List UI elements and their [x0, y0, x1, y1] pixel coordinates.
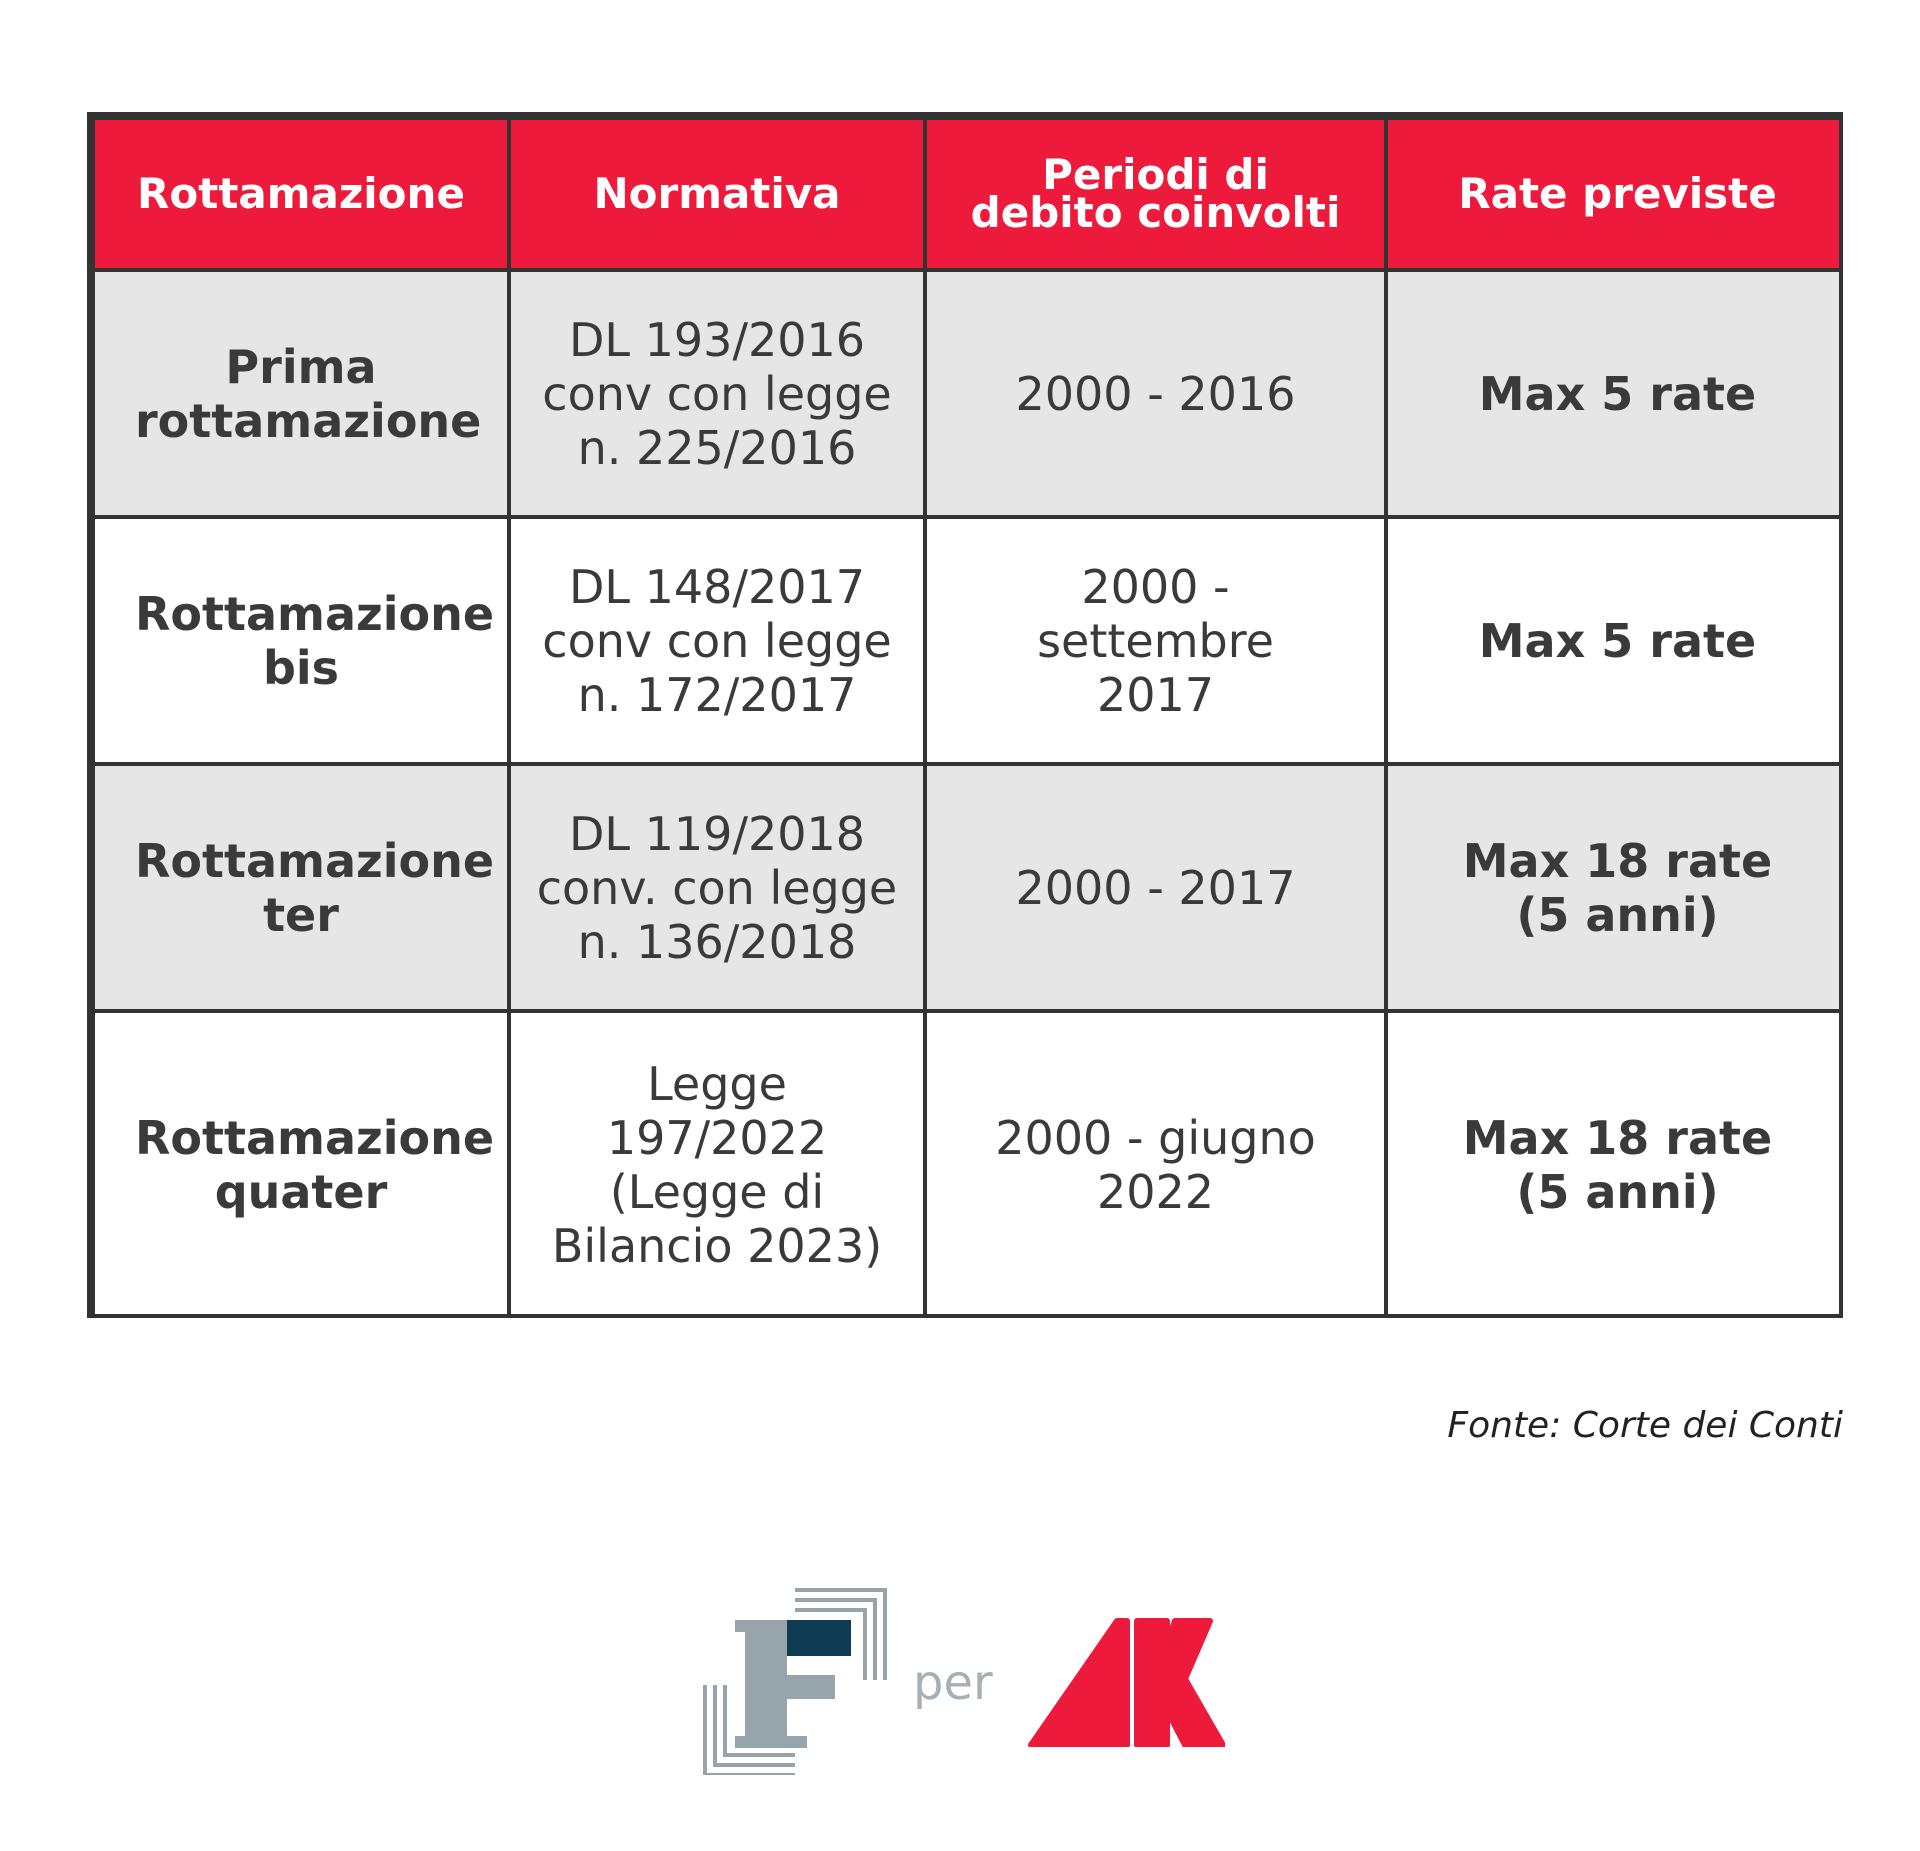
f-logo-icon	[700, 1575, 890, 1775]
cell-normativa: Legge 197/2022 (Legge di Bilancio 2023)	[509, 1011, 925, 1318]
cell-periodi: 2000 - settembre 2017	[925, 517, 1386, 764]
cell-normativa: DL 119/2018 conv. con legge n. 136/2018	[509, 764, 925, 1011]
header-normativa: Normativa	[509, 118, 925, 270]
footer-logos	[700, 1575, 1240, 1775]
source-note: Fonte: Corte dei Conti	[1447, 1405, 1843, 1446]
cell-rottamazione: Prima rottamazione	[93, 270, 509, 517]
table-row	[93, 517, 1843, 764]
table-header-row	[93, 118, 1843, 270]
cell-rate: Max 5 rate	[1386, 517, 1843, 764]
rottamazione-table-container	[87, 112, 1843, 1318]
cell-normativa: DL 148/2017 conv con legge n. 172/2017	[509, 517, 925, 764]
cell-rate: Max 5 rate	[1386, 270, 1843, 517]
ak-logo-icon	[1025, 1617, 1225, 1747]
header-rate: Rate previste	[1386, 118, 1843, 270]
rottamazione-table	[91, 116, 1843, 1318]
cell-normativa: DL 193/2016 conv con legge n. 225/2016	[509, 270, 925, 517]
cell-rottamazione: Rottamazione bis	[93, 517, 509, 764]
cell-rottamazione: Rottamazione quater	[93, 1011, 509, 1318]
cell-periodi: 2000 - 2016	[925, 270, 1386, 517]
table-row	[93, 764, 1843, 1011]
table-row	[93, 1011, 1843, 1318]
cell-rate: Max 18 rate (5 anni)	[1386, 1011, 1843, 1318]
cell-rottamazione: Rottamazione ter	[93, 764, 509, 1011]
logo-connector: per	[913, 1655, 993, 1711]
header-periodi: Periodi di debito coinvolti	[925, 118, 1386, 270]
cell-rate: Max 18 rate (5 anni)	[1386, 764, 1843, 1011]
cell-periodi: 2000 - giugno 2022	[925, 1011, 1386, 1318]
header-rottamazione: Rottamazione	[93, 118, 509, 270]
table-row	[93, 270, 1843, 517]
cell-periodi: 2000 - 2017	[925, 764, 1386, 1011]
